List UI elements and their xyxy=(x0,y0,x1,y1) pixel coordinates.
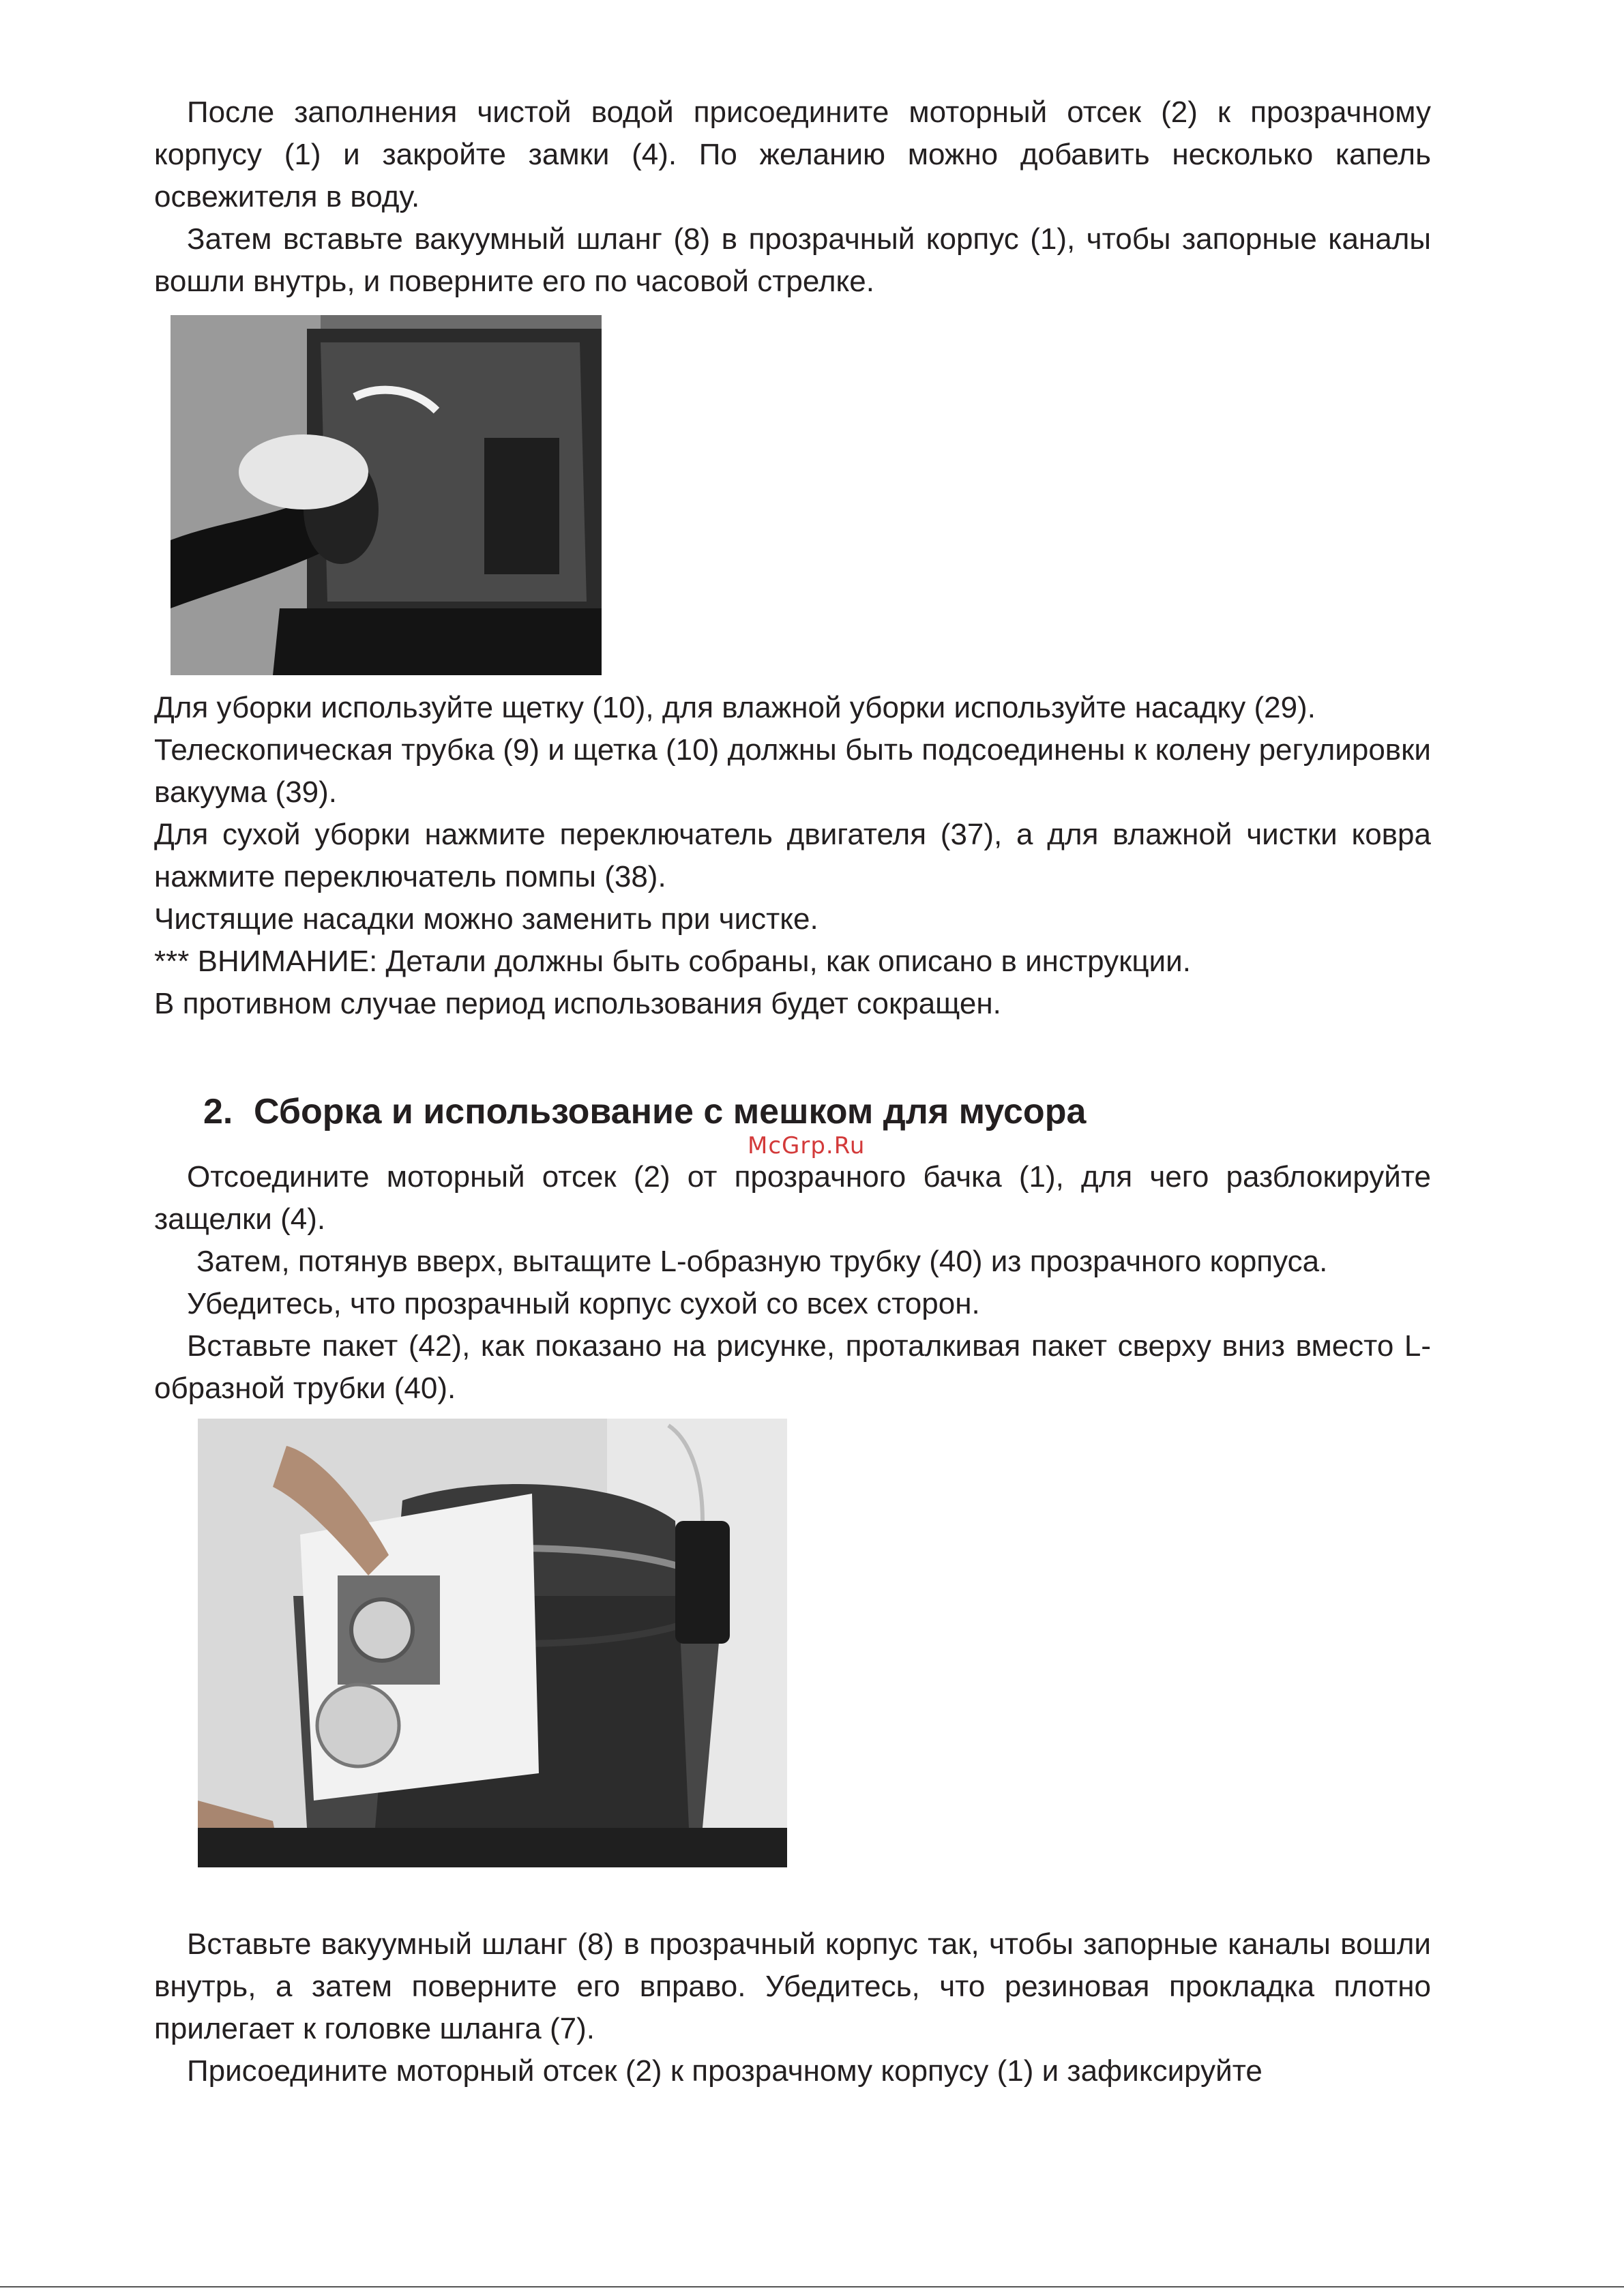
photo-hose-connection xyxy=(171,315,602,675)
paragraph-telescopic-tube: Телескопическая трубка (9) и щетка (10) должны быть подсоединены к колену регулировки вакуума (39). xyxy=(154,733,1431,809)
paragraph-brush: Для уборки используйте щетку (10), для влажной уборки используйте насадку (29). xyxy=(154,691,1316,724)
section-heading xyxy=(203,1088,1086,1136)
section-title: Сборка и использование с мешком для мусора xyxy=(254,1092,1087,1131)
photo-bag-installation xyxy=(198,1419,787,1867)
paragraph-replace-nozzles: Чистящие насадки можно заменить при чистке. xyxy=(154,902,818,936)
paragraph-insert-bag: Вставьте пакет (42), как показано на рисунке, проталкивая пакет сверху вниз вместо L-образной трубки (40). xyxy=(154,1329,1431,1405)
page-bottom-border xyxy=(0,2286,1624,2287)
paragraph-insert-hose: Затем вставьте вакуумный шланг (8) в прозрачный корпус (1), чтобы запорные каналы вошли внутрь, и поверните его по часовой стрелке. xyxy=(154,222,1431,298)
section-number: 2. xyxy=(203,1092,233,1131)
watermark-text: McGrp.Ru xyxy=(748,1132,866,1159)
paragraph-dry-cleaning: Для сухой уборки нажмите переключатель двигателя (37), а для влажной чистки ковра нажмите переключатель помпы (38). xyxy=(154,818,1431,893)
paragraph-attach-motor: Присоедините моторный отсек (2) к прозрачному корпусу (1) и зафиксируйте xyxy=(187,2054,1263,2088)
paragraph-insert-hose-right: Вставьте вакуумный шланг (8) в прозрачный корпус так, чтобы запорные каналы вошли внутрь, а затем поверните его вправо. Убедитесь, что резиновая прокладка плотно прилегает к головке шланга (7). xyxy=(154,1927,1431,2045)
paragraph-remove-l-tube: Затем, потянув вверх, вытащите L-образную трубку (40) из прозрачного корпуса. xyxy=(196,1245,1328,1278)
paragraph-warning: *** ВНИМАНИЕ: Детали должны быть собраны, как описано в инструкции. xyxy=(154,945,1191,978)
paragraph-usage-period: В противном случае период использования будет сокращен. xyxy=(154,987,1001,1020)
paragraph-detach-motor: Отсоедините моторный отсек (2) от прозрачного бачка (1), для чего разблокируйте защелки (4). xyxy=(154,1160,1431,1236)
paragraph-refill: После заполнения чистой водой присоедините моторный отсек (2) к прозрачному корпусу (1) и закройте замки (4). По желанию можно добавить несколько капель освежителя в воду. xyxy=(154,95,1431,213)
paragraph-check-dry: Убедитесь, что прозрачный корпус сухой со всех сторон. xyxy=(187,1287,980,1320)
